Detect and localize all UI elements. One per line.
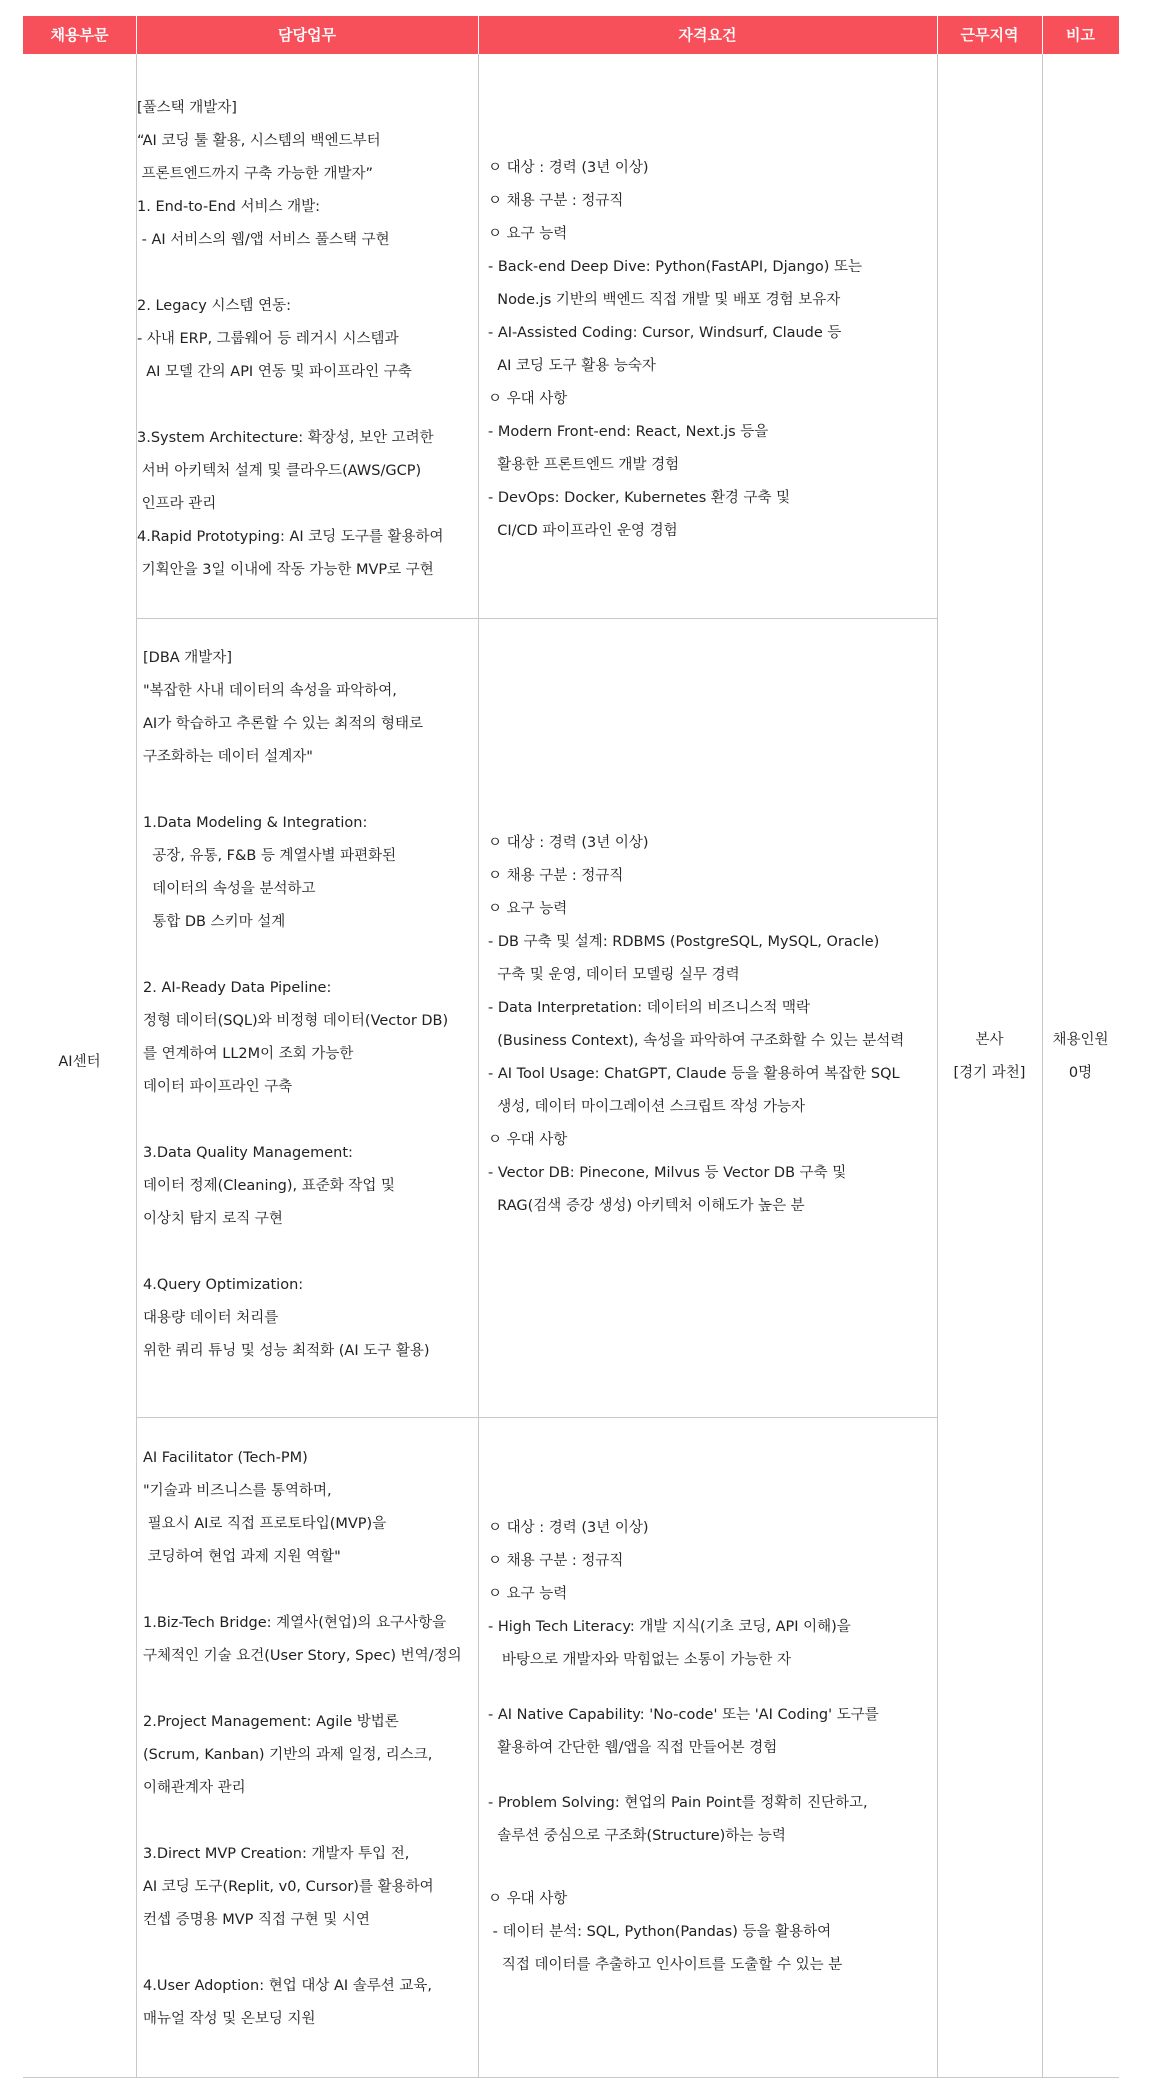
duty-line: AI Facilitator (Tech-PM): [143, 1450, 308, 1466]
duty-line: (Scrum, Kanban) 기반의 과제 일정, 리스크,: [143, 1747, 433, 1763]
qual-line: - Modern Front-end: React, Next.js 등을: [488, 424, 769, 440]
duty-line: 위한 쿼리 튜닝 및 성능 최적화 (AI 도구 활용): [143, 1343, 430, 1359]
header-qualifications: 자격요건: [478, 16, 938, 54]
qual-line: ㅇ 채용 구분 : 정규직: [488, 868, 624, 884]
note-line: 0명: [1068, 1065, 1093, 1081]
qual-line: Node.js 기반의 백엔드 직접 개발 및 배포 경험 보유자: [488, 292, 841, 308]
qual-line: 생성, 데이터 마이그레이션 스크립트 작성 가능자: [488, 1099, 806, 1115]
location-line: [경기 과천]: [953, 1065, 1026, 1081]
qual-line: - Vector DB: Pinecone, Milvus 등 Vector DB 구축 및: [488, 1165, 847, 1181]
duties-cell-facilitator: [143, 1442, 462, 2036]
table-header: [23, 16, 1119, 54]
duty-line: 공장, 유통, F&B 등 계열사별 파편화된: [143, 848, 397, 864]
qual-line: ㅇ 우대 사항: [488, 1132, 568, 1148]
qual-line: 바탕으로 개발자와 막힘없는 소통이 가능한 자: [488, 1652, 792, 1668]
duty-line: 컨셉 증명용 MVP 직접 구현 및 시연: [143, 1912, 370, 1928]
duty-line: 1.Data Modeling & Integration:: [143, 815, 368, 831]
duty-line: 2.Project Management: Agile 방법론: [143, 1714, 399, 1730]
duty-line: [143, 1937, 462, 1970]
qual-line: - Back-end Deep Dive: Python(FastAPI, Django) 또는: [488, 259, 863, 275]
duty-line: [143, 774, 448, 807]
duty-line: [143, 1574, 462, 1607]
duty-line: 3.System Architecture: 확장성, 보안 고려한: [137, 430, 434, 446]
qual-line: RAG(검색 증강 생성) 아키텍처 이해도가 높은 분: [488, 1198, 805, 1214]
qual-line: - DB 구축 및 설계: RDBMS (PostgreSQL, MySQL, Oracle): [488, 934, 880, 950]
qual-line: ㅇ 대상 : 경력 (3년 이상): [488, 160, 649, 176]
header-note: 비고: [1066, 26, 1095, 44]
qual-line: [488, 1765, 879, 1787]
duty-line: 4.Rapid Prototyping: AI 코딩 도구를 활용하여: [137, 529, 444, 545]
duty-line: - 사내 ERP, 그룹웨어 등 레거시 시스템과: [137, 331, 399, 347]
qual-line: (Business Context), 속성을 파악하여 구조화할 수 있는 분석력: [488, 1033, 905, 1049]
qual-line: - Data Interpretation: 데이터의 비즈니스적 맥락: [488, 1000, 811, 1016]
duty-line: AI가 학습하고 추론할 수 있는 최적의 형태로: [143, 716, 423, 732]
duties-cell-dba: [143, 642, 448, 1368]
qual-line: [488, 1853, 879, 1883]
qual-line: AI 코딩 도구 활용 능숙자: [488, 358, 656, 374]
duty-line: [풀스택 개발자]: [137, 100, 237, 116]
duties-cell-fullstack: [137, 92, 444, 587]
note-cell: [1042, 1024, 1119, 1090]
header-location: 근무지역: [937, 16, 1043, 54]
duty-line: 정형 데이터(SQL)와 비정형 데이터(Vector DB): [143, 1013, 449, 1029]
qual-line: 직접 데이터를 추출하고 인사이트를 도출할 수 있는 분: [488, 1957, 843, 1973]
duty-line: 3.Data Quality Management:: [143, 1145, 353, 1161]
qual-line: ㅇ 우대 사항: [488, 1891, 568, 1907]
duty-line: 인프라 관리: [137, 496, 217, 512]
qual-line: ㅇ 요구 능력: [488, 901, 568, 917]
duty-line: 통합 DB 스키마 설계: [143, 914, 286, 930]
duty-line: [143, 939, 448, 972]
duty-line: 이해관계자 관리: [143, 1780, 246, 1796]
qual-line: 활용한 프론트엔드 개발 경험: [488, 457, 680, 473]
dept-cell: [23, 1046, 136, 1079]
qual-line: ㅇ 요구 능력: [488, 1586, 568, 1602]
duty-line: 이상치 탐지 로직 구현: [143, 1211, 283, 1227]
qual-line: ㅇ 채용 구분 : 정규직: [488, 1553, 624, 1569]
duty-line: “AI 코딩 툴 활용, 시스템의 백엔드부터: [137, 133, 381, 149]
qual-line: [488, 1677, 879, 1699]
quals-cell-dba: [488, 827, 904, 1223]
duty-line: 기획안을 3일 이내에 작동 가능한 MVP로 구현: [137, 562, 434, 578]
duty-line: AI 코딩 도구(Replit, v0, Cursor)를 활용하여: [143, 1879, 434, 1895]
duty-line: 구조화하는 데이터 설계자": [143, 749, 313, 765]
duty-line: [143, 1104, 448, 1137]
duty-line: 프론트엔드까지 구축 가능한 개발자”: [137, 166, 374, 182]
duty-line: "기술과 비즈니스를 통역하며,: [143, 1483, 332, 1499]
duty-line: 대용량 데이터 처리를: [143, 1310, 279, 1326]
qual-line: ㅇ 요구 능력: [488, 226, 568, 242]
qual-line: 구축 및 운영, 데이터 모델링 실무 경력: [488, 967, 740, 983]
duty-line: AI 모델 간의 API 연동 및 파이프라인 구축: [137, 364, 412, 380]
duty-line: 구체적인 기술 요건(User Story, Spec) 번역/정의: [143, 1648, 462, 1664]
duty-line: 데이터 정제(Cleaning), 표준화 작업 및: [143, 1178, 396, 1194]
duty-line: 4.User Adoption: 현업 대상 AI 솔루션 교육,: [143, 1978, 433, 1994]
qual-line: - DevOps: Docker, Kubernetes 환경 구축 및: [488, 490, 791, 506]
duty-line: 2. Legacy 시스템 연동:: [137, 298, 291, 314]
qual-line: - AI Native Capability: 'No-code' 또는 'AI Coding' 도구를: [488, 1707, 879, 1723]
qual-line: CI/CD 파이프라인 운영 경험: [488, 523, 678, 539]
qual-line: 솔루션 중심으로 구조화(Structure)하는 능력: [488, 1828, 786, 1844]
location-line: 본사: [975, 1032, 1004, 1048]
qual-line: - AI-Assisted Coding: Cursor, Windsurf, Claude 등: [488, 325, 842, 341]
recruitment-table: [23, 16, 1119, 2027]
qual-line: - AI Tool Usage: ChatGPT, Claude 등을 활용하여 복잡한 SQL: [488, 1066, 900, 1082]
duty-line: [137, 389, 444, 422]
qual-line: - High Tech Literacy: 개발 지식(기초 코딩, API 이해)을: [488, 1619, 851, 1635]
duty-line: 3.Direct MVP Creation: 개발자 투입 전,: [143, 1846, 410, 1862]
qual-line: - Problem Solving: 현업의 Pain Point를 정확히 진단하고,: [488, 1795, 868, 1811]
duty-line: 서버 아키텍처 설계 및 클라우드(AWS/GCP): [137, 463, 422, 479]
duty-line: 를 연계하여 LL2M이 조회 가능한: [143, 1046, 354, 1062]
qual-line: ㅇ 대상 : 경력 (3년 이상): [488, 835, 649, 851]
duty-line: 매뉴얼 작성 및 온보딩 지원: [143, 2011, 316, 2027]
qual-line: - 데이터 분석: SQL, Python(Pandas) 등을 활용하여: [488, 1924, 832, 1940]
duty-line: [137, 257, 444, 290]
duty-line: [143, 1236, 448, 1269]
duty-line: 데이터의 속성을 분석하고: [143, 881, 316, 897]
duty-line: 4.Query Optimization:: [143, 1277, 304, 1293]
note-line: 채용인원: [1052, 1032, 1109, 1048]
quals-cell-fullstack: [488, 152, 862, 548]
duty-line: 필요시 AI로 직접 프로토타입(MVP)을: [143, 1516, 387, 1532]
duty-line: "복잡한 사내 데이터의 속성을 파악하여,: [143, 683, 397, 699]
qual-line: ㅇ 대상 : 경력 (3년 이상): [488, 1520, 649, 1536]
qual-line: ㅇ 우대 사항: [488, 391, 568, 407]
quals-cell-facilitator: [488, 1512, 879, 1982]
dept-label: AI센터: [58, 1054, 101, 1070]
header-dept: 채용부문: [23, 16, 137, 54]
duty-line: [143, 1805, 462, 1838]
duty-line: 1. End-to-End 서비스 개발:: [137, 199, 320, 215]
qual-line: 활용하여 간단한 웹/앱을 직접 만들어본 경험: [488, 1740, 778, 1756]
qual-line: ㅇ 채용 구분 : 정규직: [488, 193, 624, 209]
header-duties: 담당업무: [136, 16, 479, 54]
duty-line: [DBA 개발자]: [143, 650, 232, 666]
location-cell: [937, 1024, 1042, 1090]
duty-line: 데이터 파이프라인 구축: [143, 1079, 293, 1095]
duty-line: - AI 서비스의 웹/앱 서비스 풀스택 구현: [137, 232, 390, 248]
duty-line: [143, 1673, 462, 1706]
duty-line: 코딩하여 현업 과제 지원 역할": [143, 1549, 341, 1565]
duty-line: 1.Biz-Tech Bridge: 계열사(현업)의 요구사항을: [143, 1615, 447, 1631]
duty-line: 2. AI-Ready Data Pipeline:: [143, 980, 332, 996]
